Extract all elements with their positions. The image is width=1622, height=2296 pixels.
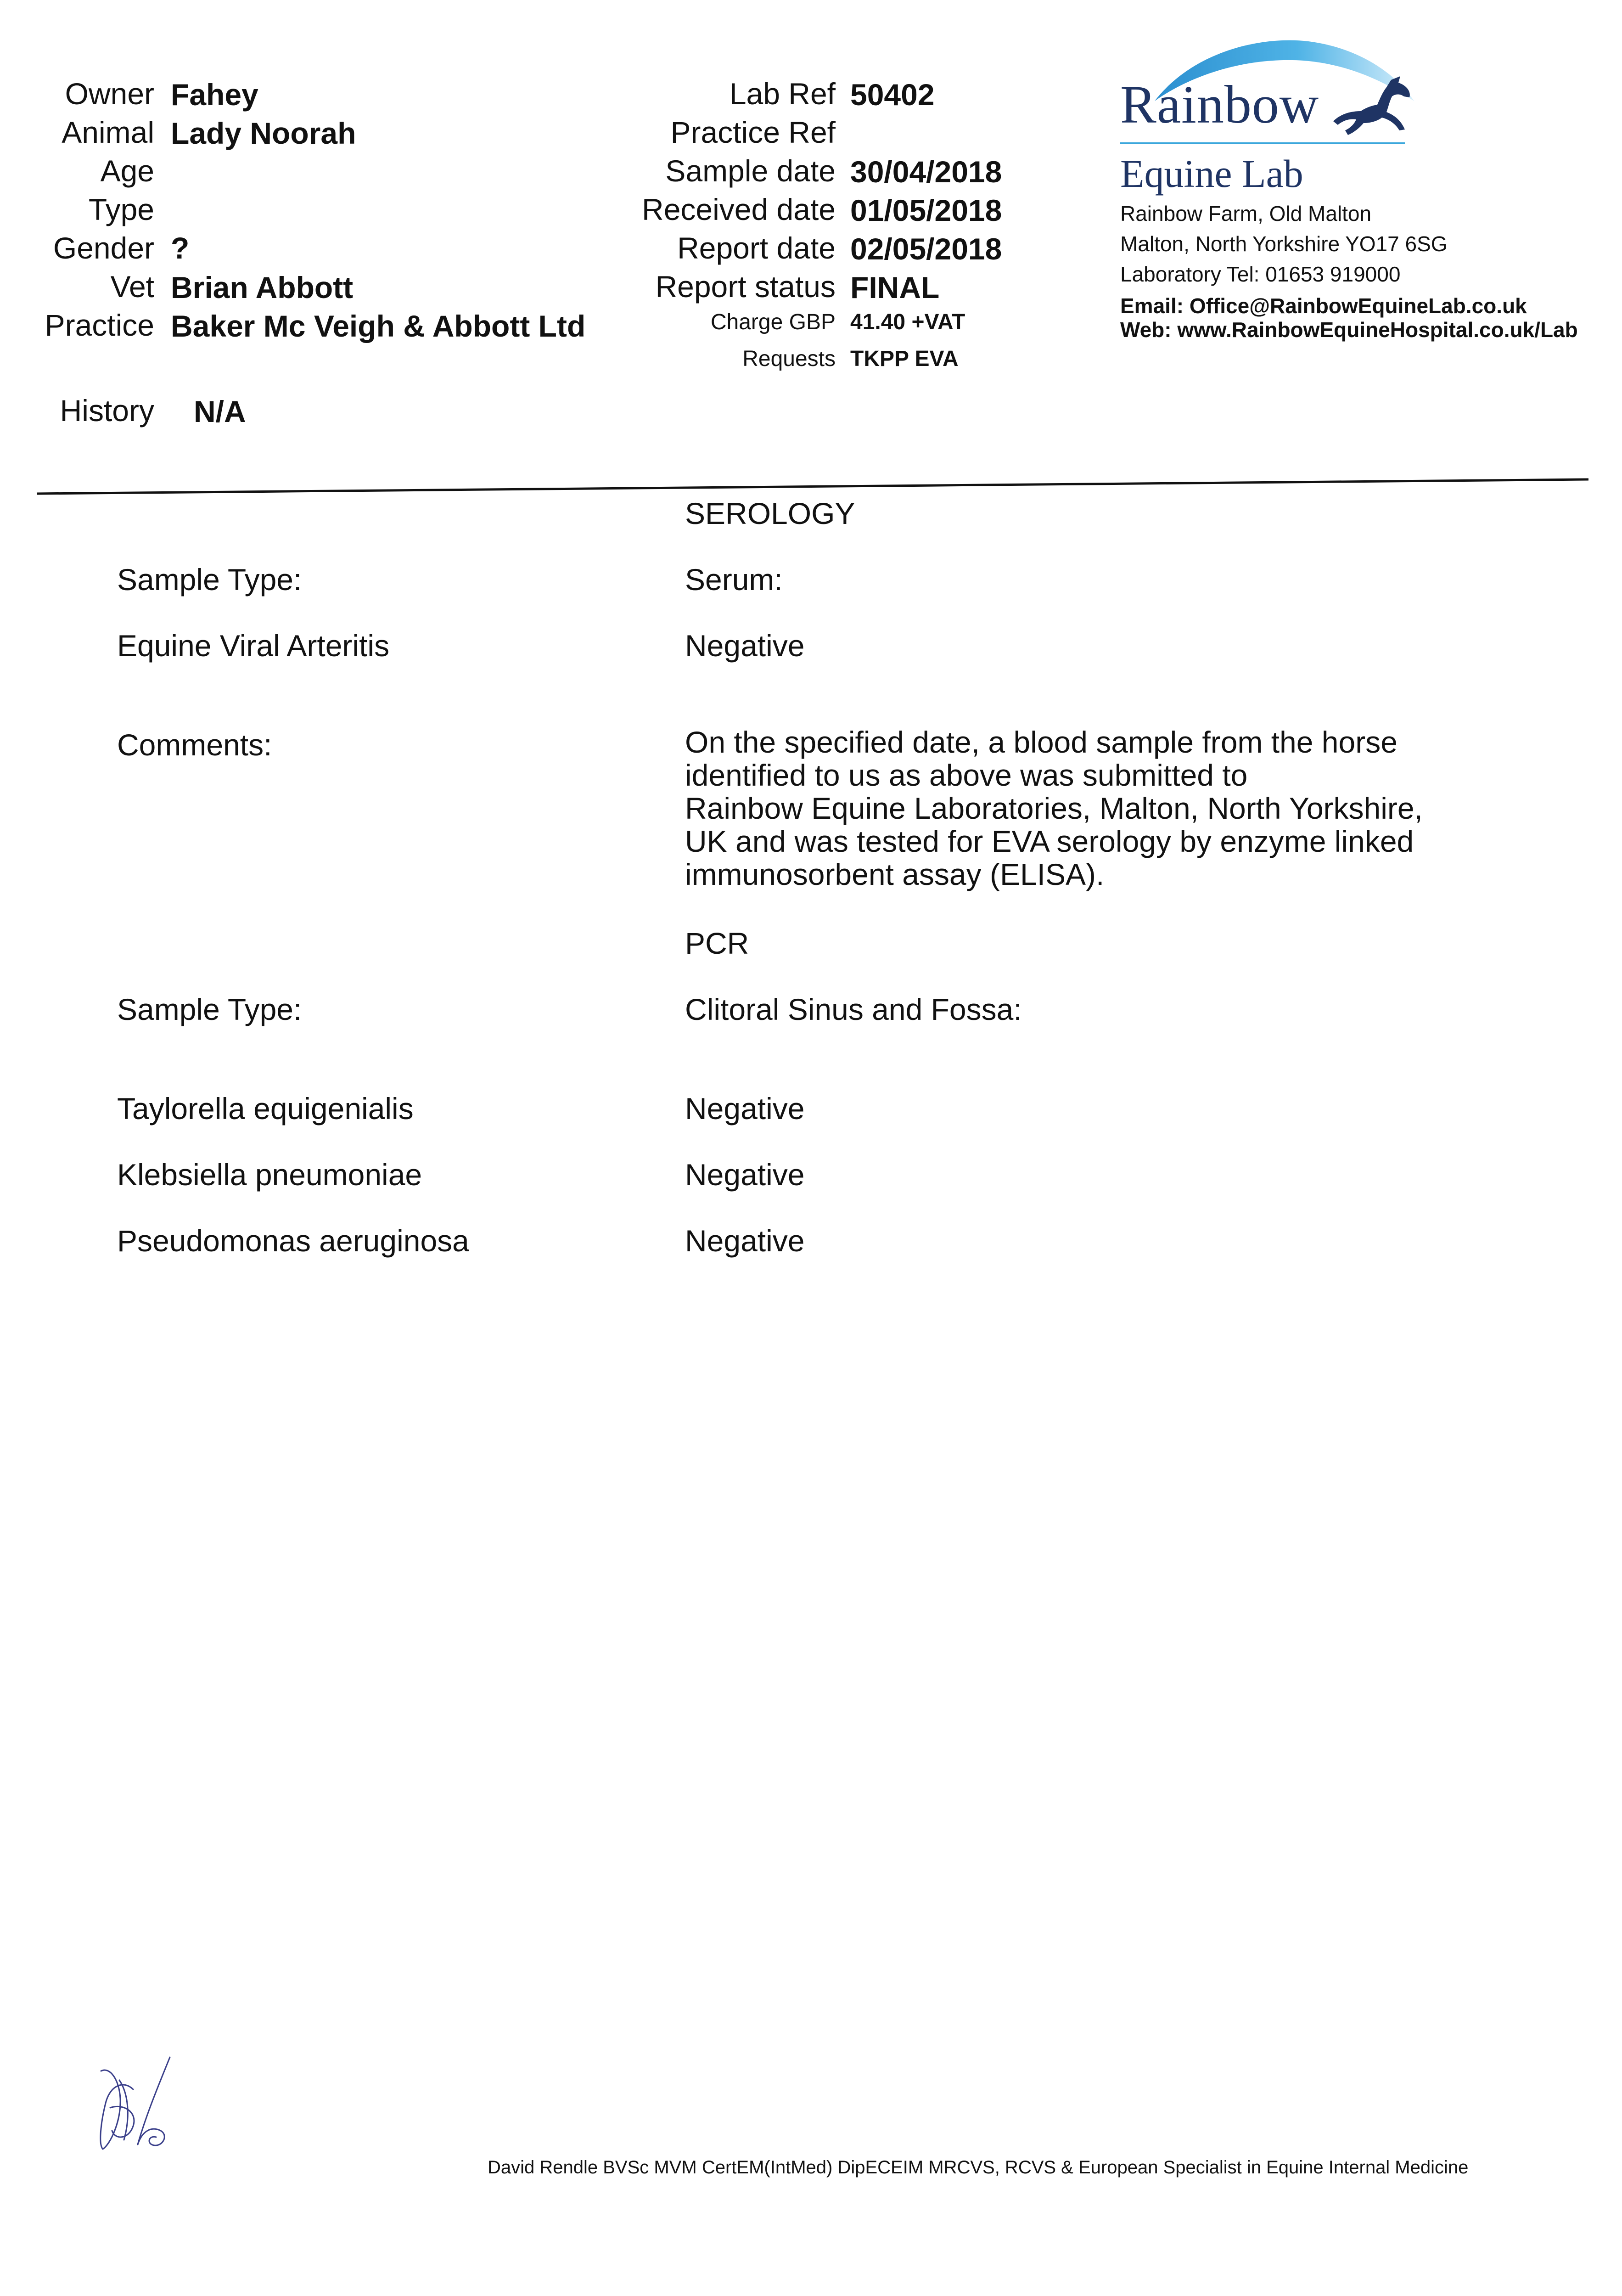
pcr-result-name: Pseudomonas aeruginosa [117, 1224, 469, 1258]
vet-label: Vet [110, 270, 154, 304]
comments-label: Comments: [117, 728, 272, 762]
comment-line: immunosorbent assay (ELISA). [685, 857, 1105, 891]
gender-label: Gender [53, 231, 154, 265]
vet-value: Brian Abbott [171, 270, 354, 304]
eva-test-result: Negative [685, 629, 805, 663]
pcr-result-name: Taylorella equigenialis [117, 1092, 414, 1125]
age-label: Age [100, 154, 154, 188]
report-date-label: Report date [677, 231, 836, 265]
practice-ref-label: Practice Ref [670, 115, 836, 149]
comment-line: Rainbow Equine Laboratories, Malton, North Yorkshire, [685, 791, 1423, 825]
handwritten-signature [92, 2053, 184, 2163]
type-label: Type [88, 192, 154, 226]
sample-date-label: Sample date [665, 154, 836, 188]
received-date-value: 01/05/2018 [850, 193, 1002, 227]
signatory-credentials: David Rendle BVSc MVM CertEM(IntMed) DipECEIM MRCVS, RCVS & European Specialist in Equine Internal Medicine [488, 2157, 1469, 2178]
animal-label: Animal [62, 115, 154, 149]
history-value: N/A [194, 394, 246, 428]
owner-label: Owner [65, 77, 154, 111]
lab-ref-value: 50402 [850, 78, 935, 112]
report-status-label: Report status [655, 270, 836, 304]
pcr-sample-type-value: Clitoral Sinus and Fossa: [685, 992, 1022, 1026]
serology-sample-type-label: Sample Type: [117, 563, 302, 597]
lab-telephone: Laboratory Tel: 01653 919000 [1120, 262, 1401, 286]
logo-divider [1120, 142, 1405, 144]
requests-value: TKPP EVA [850, 347, 959, 371]
sample-date-value: 30/04/2018 [850, 155, 1002, 189]
eva-test-name: Equine Viral Arteritis [117, 629, 390, 663]
received-date-label: Received date [642, 192, 836, 226]
logo-equine-lab-text: Equine Lab [1120, 152, 1303, 196]
comment-line: UK and was tested for EVA serology by enzyme linked [685, 824, 1414, 858]
logo-rainbow-text: Rainbow [1120, 74, 1319, 135]
pcr-heading: PCR [685, 926, 749, 960]
animal-value: Lady Noorah [171, 116, 356, 150]
serology-heading: SEROLOGY [685, 496, 855, 530]
report-status-value: FINAL [850, 270, 940, 304]
owner-value: Fahey [171, 78, 258, 112]
practice-label: Practice [45, 308, 154, 342]
lab-email: Email: Office@RainbowEquineLab.co.uk [1120, 294, 1527, 318]
address-line-1: Rainbow Farm, Old Malton [1120, 202, 1372, 225]
pcr-result-value: Negative [685, 1092, 805, 1125]
pcr-sample-type-label: Sample Type: [117, 992, 302, 1026]
lab-website: Web: www.RainbowEquineHospital.co.uk/Lab [1120, 318, 1578, 342]
history-label: History [60, 394, 154, 428]
comment-line: identified to us as above was submitted to [685, 758, 1248, 792]
lab-ref-label: Lab Ref [729, 77, 836, 111]
report-date-value: 02/05/2018 [850, 232, 1002, 266]
charge-label: Charge GBP [710, 310, 836, 334]
requests-label: Requests [742, 347, 836, 371]
practice-value: Baker Mc Veigh & Abbott Ltd [171, 309, 586, 343]
gender-value: ? [171, 231, 190, 265]
comment-line: On the specified date, a blood sample from the horse [685, 725, 1398, 759]
pcr-result-name: Klebsiella pneumoniae [117, 1158, 422, 1192]
pcr-result-value: Negative [685, 1158, 805, 1192]
charge-value: 41.40 +VAT [850, 310, 965, 334]
address-line-2: Malton, North Yorkshire YO17 6SG [1120, 232, 1448, 256]
comments-text [685, 726, 1423, 891]
galloping-horse-icon [1322, 73, 1414, 142]
pcr-result-value: Negative [685, 1224, 805, 1258]
serology-sample-type-value: Serum: [685, 563, 783, 597]
